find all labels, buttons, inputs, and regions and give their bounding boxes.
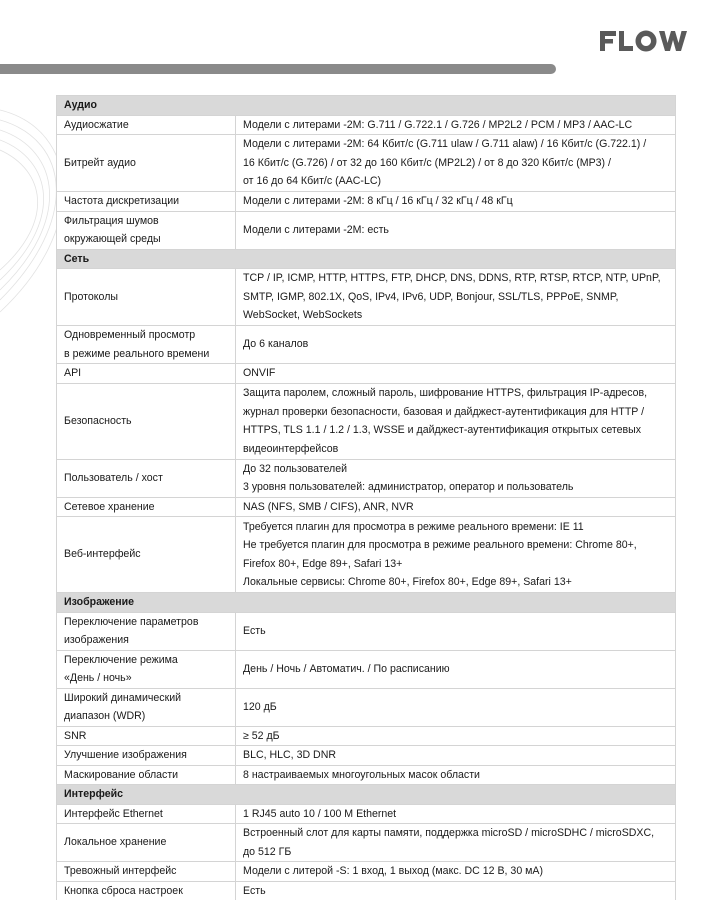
spec-label: Маскирование области	[57, 765, 236, 785]
table-row	[57, 650, 676, 688]
spec-value: Модели с литерами -2M: 8 кГц / 16 кГц / 32 кГц / 48 кГц	[236, 192, 676, 212]
spec-label: Пользователь / хост	[57, 459, 236, 497]
table-row	[57, 269, 676, 326]
spec-table	[56, 95, 676, 900]
spec-value: 120 дБ	[236, 688, 676, 726]
table-row	[57, 517, 676, 593]
flow-logo	[600, 28, 690, 54]
spec-value: Модели с литерами -2M: 64 Кбит/с (G.711 ulaw / G.711 alaw) / 16 Кбит/с (G.722.1) / 16 Кбит/с (G.726) / от 32 до 160 Кбит/с (MP2L2) / от 8 до 320 Кбит/с (MP3) / от 16 до 64 Кбит/с (AAC-LC)	[236, 135, 676, 192]
spec-value: До 6 каналов	[236, 326, 676, 364]
spec-label: Сетевое хранение	[57, 497, 236, 517]
spec-label: Безопасность	[57, 383, 236, 459]
table-row	[57, 862, 676, 882]
spec-value: Есть	[236, 612, 676, 650]
section-header	[57, 96, 676, 116]
table-row	[57, 192, 676, 212]
table-row	[57, 364, 676, 384]
spec-value: Модели с литерой -S: 1 вход, 1 выход (макс. DC 12 В, 30 мА)	[236, 862, 676, 882]
spec-value: Защита паролем, сложный пароль, шифрование HTTPS, фильтрация IP-адресов, журнал проверки безопасности, базовая и дайджест-аутентификация для HTTP / HTTPS, TLS 1.1 / 1.2 / 1.3, WSSE и дайджест-аутентификация открытых сетевых видеоинтерфейсов	[236, 383, 676, 459]
spec-value: Встроенный слот для карты памяти, поддержка microSD / microSDHC / microSDXC, до 512 ГБ	[236, 824, 676, 862]
spec-label: Битрейт аудио	[57, 135, 236, 192]
section-title: Сеть	[57, 249, 676, 269]
spec-value: Модели с литерами -2M: есть	[236, 211, 676, 249]
spec-label: Переключение параметров изображения	[57, 612, 236, 650]
table-row	[57, 383, 676, 459]
spec-label: Интерфейс Ethernet	[57, 804, 236, 824]
spec-label: Кнопка сброса настроек	[57, 881, 236, 900]
table-row	[57, 459, 676, 497]
spec-label: Тревожный интерфейс	[57, 862, 236, 882]
spec-value: NAS (NFS, SMB / CIFS), ANR, NVR	[236, 497, 676, 517]
spec-label: Фильтрация шумов окружающей среды	[57, 211, 236, 249]
spec-value: Модели с литерами -2M: G.711 / G.722.1 / G.726 / MP2L2 / PCM / MP3 / AAC-LC	[236, 115, 676, 135]
spec-value: BLC, HLC, 3D DNR	[236, 746, 676, 766]
section-title: Интерфейс	[57, 785, 676, 805]
spec-value: 8 настраиваемых многоугольных масок области	[236, 765, 676, 785]
spec-value: Требуется плагин для просмотра в режиме реального времени: IE 11 Не требуется плагин для просмотра в режиме реального времени: Chrome 80+, Firefox 80+, Edge 89+, Safari 13+ Локальные сервисы: Chrome 80+, Firefox 80+, Edge 89+, Safari 13+	[236, 517, 676, 593]
table-row	[57, 824, 676, 862]
table-row	[57, 135, 676, 192]
spec-label: Частота дискретизации	[57, 192, 236, 212]
spec-label: Одновременный просмотр в режиме реального времени	[57, 326, 236, 364]
spec-label: Протоколы	[57, 269, 236, 326]
spec-label: Переключение режима «День / ночь»	[57, 650, 236, 688]
table-row	[57, 746, 676, 766]
spec-label: SNR	[57, 726, 236, 746]
spec-label: Локальное хранение	[57, 824, 236, 862]
table-row	[57, 688, 676, 726]
spec-value: Есть	[236, 881, 676, 900]
section-header	[57, 249, 676, 269]
table-row	[57, 726, 676, 746]
section-header	[57, 785, 676, 805]
table-row	[57, 115, 676, 135]
header-bar	[0, 64, 556, 74]
spec-label: Веб-интерфейс	[57, 517, 236, 593]
spec-value: ONVIF	[236, 364, 676, 384]
spec-label: Широкий динамический диапазон (WDR)	[57, 688, 236, 726]
spec-value: До 32 пользователей 3 уровня пользователей: администратор, оператор и пользователь	[236, 459, 676, 497]
spec-value: День / Ночь / Автоматич. / По расписанию	[236, 650, 676, 688]
table-row	[57, 326, 676, 364]
table-row	[57, 804, 676, 824]
spec-value: TCP / IP, ICMP, HTTP, HTTPS, FTP, DHCP, DNS, DDNS, RTP, RTSP, RTCP, NTP, UPnP, SMTP, IGMP, 802.1X, QoS, IPv4, IPv6, UDP, Bonjour, SSL/TLS, PPPoE, SNMP, WebSocket, WebSockets	[236, 269, 676, 326]
spec-label: Аудиосжатие	[57, 115, 236, 135]
table-row	[57, 211, 676, 249]
section-header	[57, 593, 676, 613]
spec-label: API	[57, 364, 236, 384]
spec-value: 1 RJ45 auto 10 / 100 M Ethernet	[236, 804, 676, 824]
table-row	[57, 881, 676, 900]
table-row	[57, 612, 676, 650]
spec-value: ≥ 52 дБ	[236, 726, 676, 746]
section-title: Аудио	[57, 96, 676, 116]
table-row	[57, 765, 676, 785]
table-row	[57, 497, 676, 517]
section-title: Изображение	[57, 593, 676, 613]
spec-label: Улучшение изображения	[57, 746, 236, 766]
